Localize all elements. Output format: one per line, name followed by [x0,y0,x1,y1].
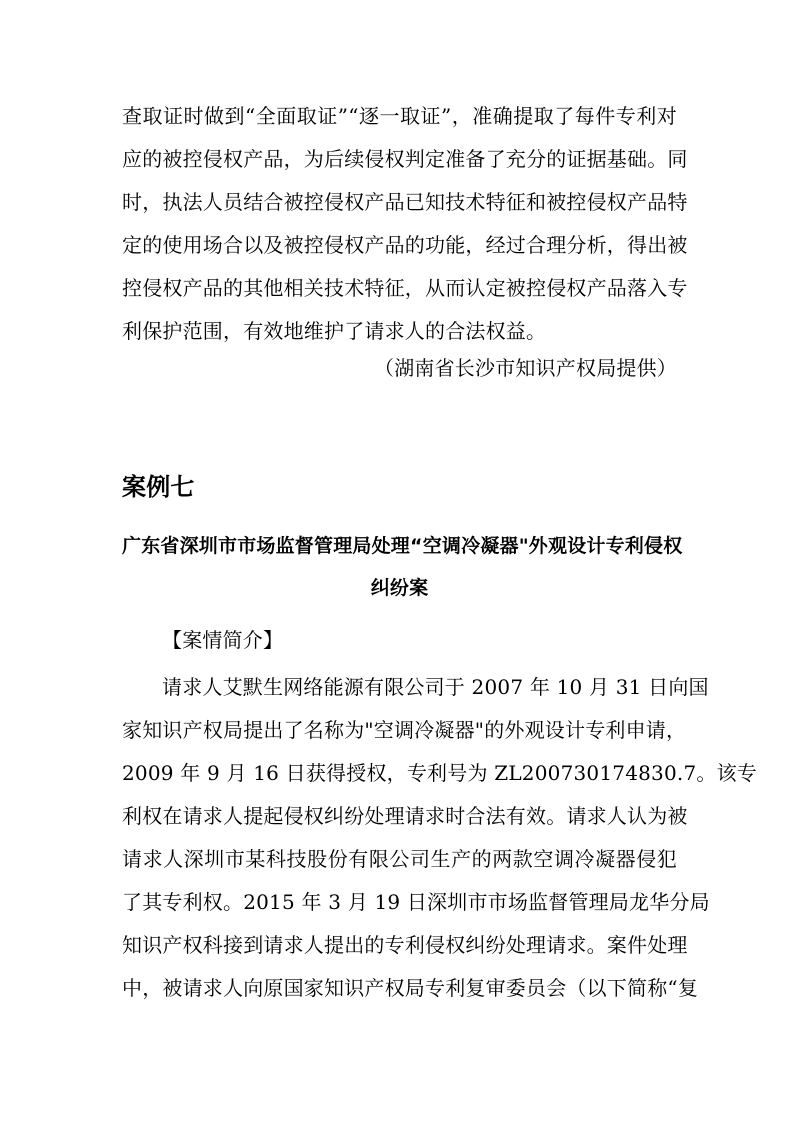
paragraph-line: 应的被控侵权产品，为后续侵权判定准备了充分的证据基础。同 [122,147,688,171]
paragraph-line: 请求人深圳市某科技股份有限公司生产的两款空调冷凝器侵犯 [122,847,677,871]
paragraph-line: 了其专利权。2015 年 3 月 19 日深圳市市场监督管理局龙华分局 [122,890,710,914]
case-title-line: 广东省深圳市市场监督管理局处理“空调冷凝器"外观设计专利侵权 [122,535,683,557]
paragraph-line: 时，执法人员结合被控侵权产品已知技术特征和被控侵权产品特 [122,190,688,214]
paragraph-line: 利保护范围，有效地维护了请求人的合法权益。 [122,319,547,343]
case-title-line: 纠纷案 [370,577,429,599]
paragraph-line: 控侵权产品的其他相关技术特征，从而认定被控侵权产品落入专 [122,276,688,300]
paragraph-line: 定的使用场合以及被控侵权产品的功能，经过合理分析，得出被 [122,233,688,257]
paragraph-line: 2009 年 9 月 16 日获得授权，专利号为 ZL200730174830.7。该专 [122,761,757,785]
paragraph-line: 请求人艾默生网络能源有限公司于 2007 年 10 月 31 日向国 [162,675,709,699]
paragraph-line: 中，被请求人向原国家知识产权局专利复审委员会（以下简称“复 [122,976,699,1000]
paragraph-line: 家知识产权局提出了名称为"空调冷凝器"的外观设计专利申请， [122,718,687,742]
paragraph-line: 查取证时做到“全面取证”“逐一取证”，准确提取了每件专利对 [122,104,677,128]
paragraph-line: 利权在请求人提起侵权纠纷处理请求时合法有效。请求人认为被 [122,804,688,828]
section-heading: 【案情简介】 [162,628,284,652]
case-heading: 案例七 [122,473,195,501]
source-note: （湖南省长沙市知识产权局提供） [374,356,677,380]
paragraph-line: 知识产权科接到请求人提出的专利侵权纠纷处理请求。案件处理 [122,933,688,957]
